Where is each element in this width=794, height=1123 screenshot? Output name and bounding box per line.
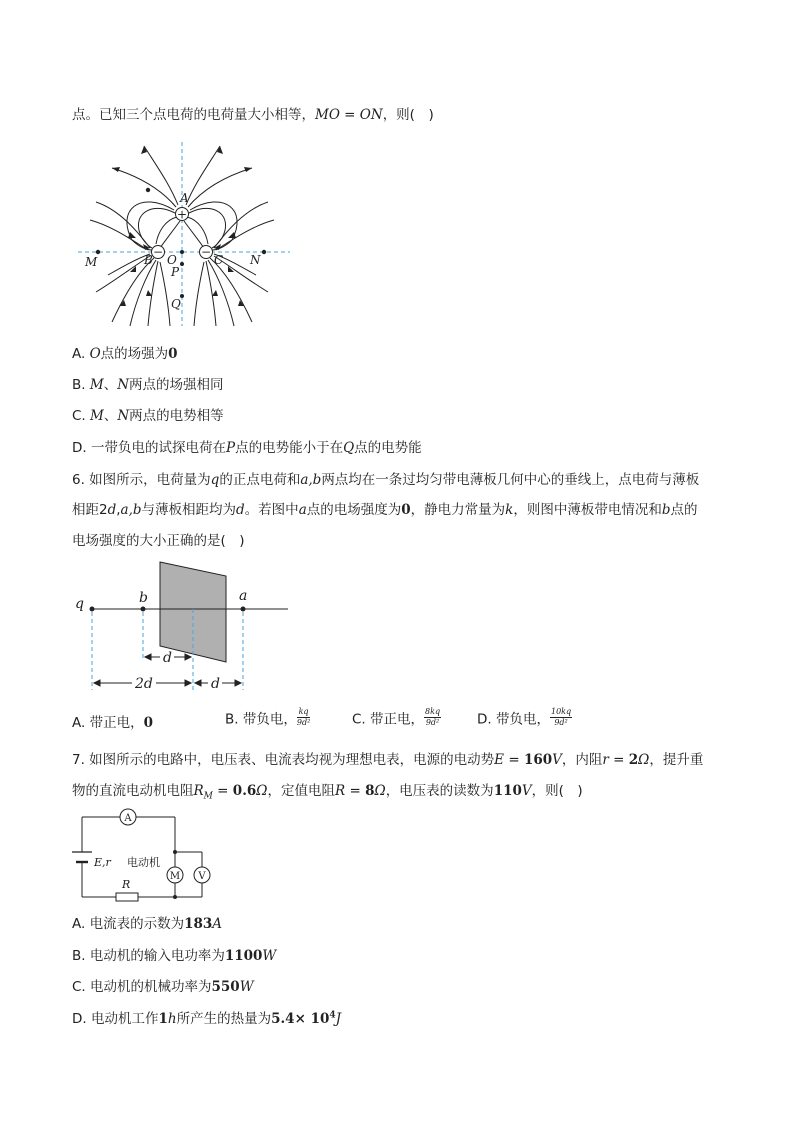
q5-option-a[interactable] [72,342,178,362]
label-source: E,r [94,856,111,869]
svg-text:−: − [200,245,212,259]
q7-option-d[interactable]: D. 电动机工作1h所产生的热量为$5.4\times 10^4J$ [72,1010,342,1027]
q6-option-c[interactable]: C. 带正电， $\frac{8kq}{\text{9d²}}$ [352,707,441,728]
label-q: q [75,596,84,612]
svg-text:A: A [124,813,132,824]
label-2d: 2d [135,676,153,692]
resistor-icon [116,893,138,901]
label-o: O [167,253,177,267]
q6-stem-line-3: 电场强度的大小正确的是( ) [72,533,245,549]
q7-circuit-figure [68,806,218,906]
point-b [141,607,146,612]
q5-option-b-sep: 、 [103,377,118,393]
label-d-2: d [211,676,220,692]
label-a: A [180,191,189,205]
q5-option-c-m: M [90,408,104,424]
q5-option-d[interactable] [72,436,422,456]
battery-icon [72,852,92,862]
label-a: a [239,588,248,604]
q5-option-a-prefix: A. [72,346,90,362]
q5-field-line-figure [76,140,296,330]
label-m: M [85,255,98,269]
voltmeter-icon [194,867,210,883]
label-c: C [214,253,224,267]
svg-text:+: + [176,207,188,222]
charge-a-positive [176,208,189,222]
q5-option-a-o: O [89,346,101,362]
point-n-dot [262,250,266,254]
q5-option-b-m: M [89,377,104,393]
q5-option-b[interactable] [72,373,224,393]
q7-stem-line-1: 7. 如图所示的电路中，电压表、电流表均视为理想电表，电源的电动势E = 160V，内阻r = 2Ω，提升重 [72,752,704,768]
q5-option-c-sep: 、 [103,408,118,424]
q5-option-d-q: Q [343,440,355,456]
q6-option-b[interactable]: B. 带负电， $\frac{kq}{\text{9d²}}$ [225,707,311,728]
q5-stem-eq: = [339,107,360,123]
label-n: N [250,253,261,267]
q6-option-d[interactable]: D. 带负电， $\frac{10kq}{\text{9d²}}$ [477,707,572,728]
q7-option-b[interactable]: B. 电动机的输入电功率为1100W [72,948,277,964]
q5-option-c-prefix: C. [72,408,91,424]
point-p-dot [180,262,184,266]
q5-stem [72,103,434,123]
q5-option-a-text: 点的场强为 [100,346,169,362]
q5-stem-mo: MO [315,107,340,123]
svg-text:−: − [152,245,164,259]
q5-stem-on: ON [359,107,383,123]
q6-option-a[interactable]: A. 带正电，0 [72,715,153,731]
q5-option-b-text: 两点的场强相同 [129,377,224,393]
label-b: B [144,253,153,267]
svg-text:M: M [169,871,181,882]
q6-stem-line-1: 6. 如图所示，电荷量为q的正点电荷和a,b两点均在一条过均匀带电薄板几何中心的垂线上，点电荷与薄板 [72,472,700,488]
q5-option-d-p: P [225,440,236,456]
label-motor: 电动机 [127,856,160,869]
q5-option-a-zero: 0 [168,346,178,362]
charge-c-negative [200,245,213,259]
label-d-1: d [163,650,172,666]
q5-option-d-mid: 点的电势能小于在 [235,440,344,456]
point-dot [146,188,150,192]
q5-option-b-n: N [117,377,129,393]
point-a [241,607,246,612]
q5-stem-end: ，则( ) [382,107,434,123]
label-resistor: R [122,878,131,891]
q5-option-c-text: 两点的电势相等 [129,408,224,424]
q6-stem-line-2: 相距2d,a,b与薄板相距均为d。若图中a点的电场强度为0，静电力常量为k，则图中薄板带电情况和b点的 [72,502,698,518]
q7-option-a[interactable]: A. 电流表的示数为183A [72,916,223,932]
q6-plate-figure [70,555,300,695]
point-m-dot [96,250,100,254]
q7-stem-line-2: 物的直流电动机电阻$R_M = 0.6\Omega$，定值电阻R = 8Ω，电压表的读数为110V，则( ) [72,783,583,802]
q5-option-b-prefix: B. [72,377,90,393]
q5-option-d-end: 点的电势能 [354,440,422,456]
label-p: P [171,265,180,279]
q7-option-c[interactable]: C. 电动机的机械功率为550W [72,979,254,995]
point-o-dot [180,250,184,254]
point-q [90,607,95,612]
q5-option-c-n: N [117,408,130,424]
q5-stem-text: 点。已知三个点电荷的电荷量大小相等， [72,107,315,123]
motor-icon [167,867,183,883]
label-q: Q [171,297,181,311]
svg-text:V: V [198,871,206,882]
label-b: b [139,590,148,606]
q5-option-c[interactable] [72,404,224,424]
charge-b-negative [152,245,165,259]
ammeter-icon [120,809,136,825]
q5-option-d-prefix: D. 一带负电的试探电荷在 [72,440,226,456]
